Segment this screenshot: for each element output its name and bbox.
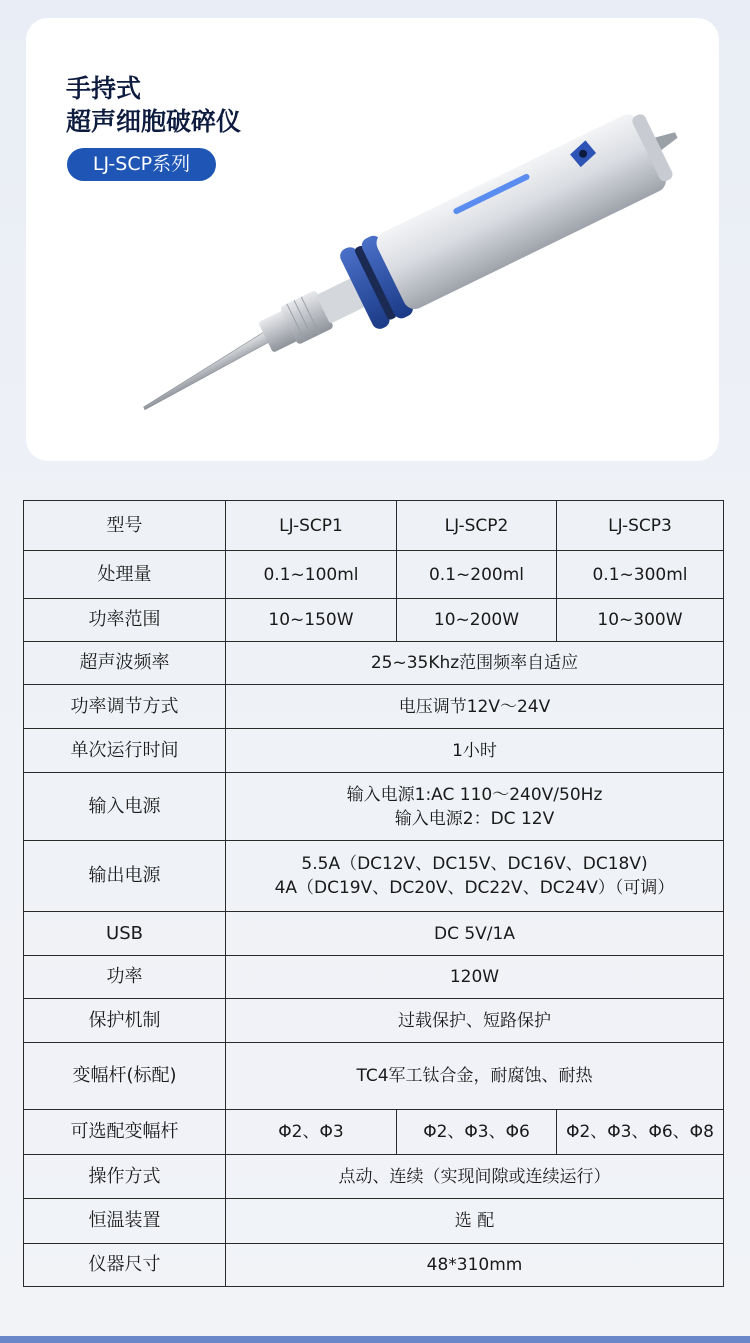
row-label: 可选配变幅杆 xyxy=(24,1110,226,1155)
row-label: USB xyxy=(24,912,226,956)
row-label: 功率调节方式 xyxy=(24,685,226,729)
table-row xyxy=(24,599,724,642)
table-cell: 过载保护、短路保护 xyxy=(226,999,724,1043)
row-label: 功率范围 xyxy=(24,599,226,642)
row-label: 仪器尺寸 xyxy=(24,1244,226,1287)
table-row xyxy=(24,501,724,551)
table-cell: 0.1~300ml xyxy=(557,551,724,599)
table-cell: 10~200W xyxy=(397,599,557,642)
table-cell: 1小时 xyxy=(226,729,724,773)
row-label: 操作方式 xyxy=(24,1155,226,1199)
title-line-2: 超声细胞破碎仪 xyxy=(66,107,242,136)
table-row xyxy=(24,912,724,956)
title-line-1: 手持式 xyxy=(66,74,142,103)
table-cell: 0.1~100ml xyxy=(226,551,397,599)
table-cell: 点动、连续（实现间隙或连续运行） xyxy=(226,1155,724,1199)
bottom-strip xyxy=(0,1336,750,1343)
cell-line: 5.5A（DC12V、DC15V、DC16V、DC18V) xyxy=(301,854,648,874)
table-cell: LJ-SCP1 xyxy=(226,501,397,551)
page-title xyxy=(66,72,241,138)
table-row xyxy=(24,551,724,599)
table-cell: 48*310mm xyxy=(226,1244,724,1287)
table-cell: Φ2、Φ3、Φ6 xyxy=(397,1110,557,1155)
table-cell xyxy=(226,773,724,841)
table-cell: DC 5V/1A xyxy=(226,912,724,956)
hero-card xyxy=(26,18,719,461)
table-cell: 电压调节12V～24V xyxy=(226,685,724,729)
table-cell: 25~35Khz范围频率自适应 xyxy=(226,642,724,685)
table-row xyxy=(24,1244,724,1287)
table-cell: 10~300W xyxy=(557,599,724,642)
row-label: 处理量 xyxy=(24,551,226,599)
spec-table xyxy=(23,500,724,1287)
table-row xyxy=(24,1199,724,1244)
row-label: 单次运行时间 xyxy=(24,729,226,773)
table-row xyxy=(24,729,724,773)
table-row xyxy=(24,642,724,685)
table-row xyxy=(24,956,724,999)
table-cell: Φ2、Φ3、Φ6、Φ8 xyxy=(557,1110,724,1155)
table-row xyxy=(24,685,724,729)
table-row xyxy=(24,1155,724,1199)
row-label: 输入电源 xyxy=(24,773,226,841)
row-label: 变幅杆(标配) xyxy=(24,1043,226,1110)
table-row xyxy=(24,1043,724,1110)
table-row xyxy=(24,773,724,841)
table-cell: 选 配 xyxy=(226,1199,724,1244)
table-cell: LJ-SCP3 xyxy=(557,501,724,551)
table-row xyxy=(24,841,724,912)
series-badge: LJ-SCP系列 xyxy=(67,148,216,181)
row-label: 功率 xyxy=(24,956,226,999)
row-label: 恒温装置 xyxy=(24,1199,226,1244)
cell-line: 输入电源1:AC 110～240V/50Hz xyxy=(346,784,603,805)
table-cell: LJ-SCP2 xyxy=(397,501,557,551)
table-cell: 120W xyxy=(226,956,724,999)
table-cell xyxy=(226,841,724,912)
row-label: 超声波频率 xyxy=(24,642,226,685)
table-row xyxy=(24,999,724,1043)
cell-line: 4A（DC19V、DC20V、DC22V、DC24V）（可调） xyxy=(274,878,675,898)
row-label: 保护机制 xyxy=(24,999,226,1043)
table-cell: Φ2、Φ3 xyxy=(226,1110,397,1155)
table-cell: 10~150W xyxy=(226,599,397,642)
table-cell: TC4军工钛合金，耐腐蚀、耐热 xyxy=(226,1043,724,1110)
table-cell: 0.1~200ml xyxy=(397,551,557,599)
row-label: 输出电源 xyxy=(24,841,226,912)
cell-line: 输入电源2：DC 12V xyxy=(394,808,555,829)
row-label: 型号 xyxy=(24,501,226,551)
table-row xyxy=(24,1110,724,1155)
